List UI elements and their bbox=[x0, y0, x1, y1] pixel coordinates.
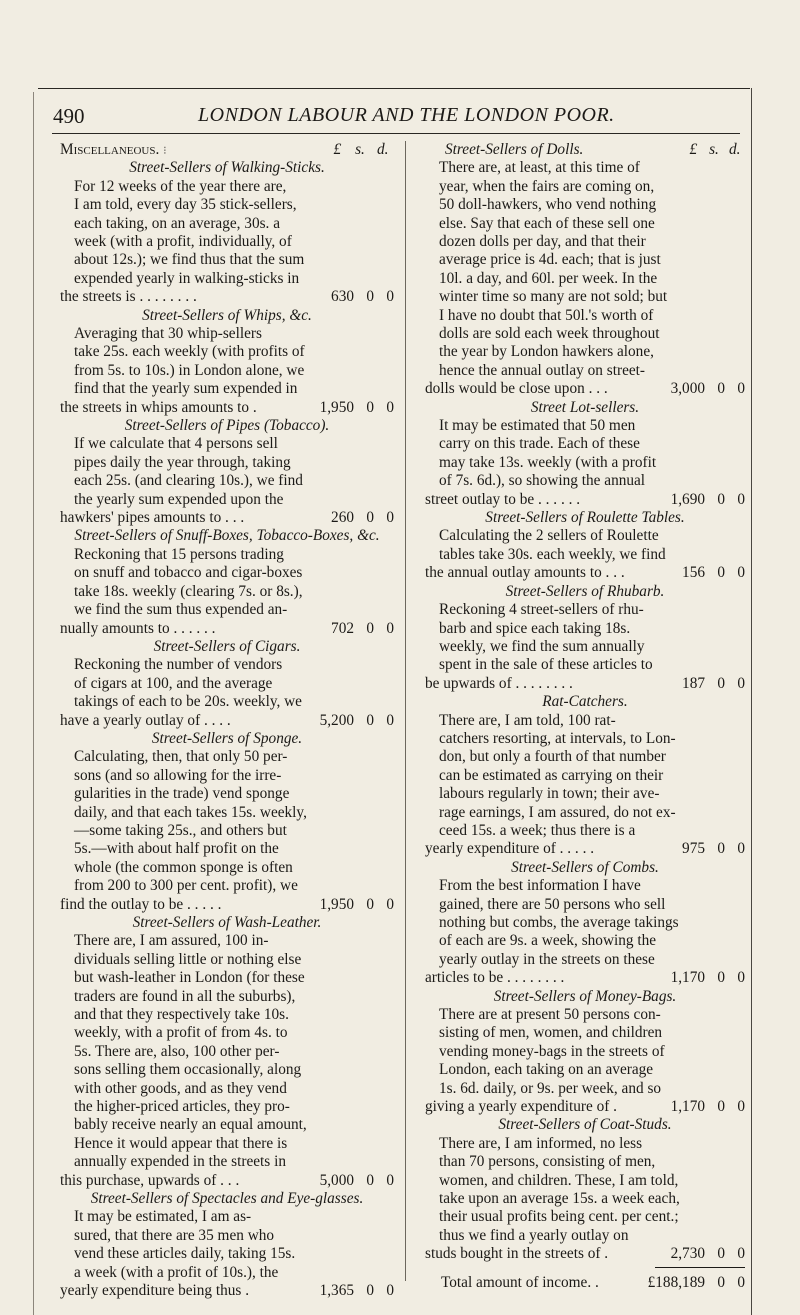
text-line: gained, there are 50 persons who sell bbox=[439, 895, 666, 913]
text-line: takings of each to be 20s. weekly, we bbox=[74, 693, 302, 711]
text-line: each 25s. (and clearing 10s.), we find bbox=[74, 472, 303, 490]
right-border bbox=[751, 88, 752, 1315]
text-line: Calculating, then, that only 50 per- bbox=[74, 748, 288, 766]
text-line: labours regularly in town; their ave- bbox=[439, 785, 660, 803]
amount-figures bbox=[298, 509, 394, 527]
section-text bbox=[60, 656, 394, 711]
text-line: of cigars at 100, and the average bbox=[74, 674, 273, 692]
text-line: Reckoning 4 street-sellers of rhu- bbox=[439, 601, 644, 619]
pounds-head: £ bbox=[333, 141, 342, 158]
section-title: Street-Sellers of Whips, &c. bbox=[142, 306, 312, 324]
text-line: from 200 to 300 per cent. profit), we bbox=[74, 877, 298, 895]
left-section bbox=[60, 1190, 394, 1300]
pence-head: d. bbox=[376, 141, 389, 158]
text-line: From the best information I have bbox=[439, 877, 641, 895]
shillings-value: 0 bbox=[717, 564, 725, 582]
section-text bbox=[425, 159, 745, 380]
right-section bbox=[425, 583, 745, 693]
text-line: average price is 4d. each; that is just bbox=[439, 251, 661, 269]
right-section bbox=[425, 1116, 745, 1263]
top-border bbox=[38, 88, 750, 89]
text-line: of 7s. 6d.), so showing the annual bbox=[439, 472, 646, 490]
left-section bbox=[60, 638, 394, 730]
amount-figures bbox=[298, 1172, 394, 1190]
text-line: don, but only a fourth of that number bbox=[439, 748, 666, 766]
text-line: There are, I am informed, no less bbox=[439, 1134, 643, 1152]
shillings-value: 0 bbox=[366, 288, 374, 306]
text-line: the yearly sum expended upon the bbox=[74, 490, 284, 508]
text-line: winter time so many are not sold; but bbox=[439, 288, 668, 306]
text-line: yearly outlay in the streets on these bbox=[439, 950, 655, 968]
text-line: nothing but combs, the average takings bbox=[439, 913, 679, 931]
text-line: vend these articles daily, taking 15s. bbox=[74, 1245, 296, 1263]
right-column bbox=[425, 141, 745, 1294]
shillings-value: 0 bbox=[717, 1098, 725, 1116]
text-line: For 12 weeks of the year there are, bbox=[74, 177, 287, 195]
shillings-value: 0 bbox=[366, 895, 374, 913]
pounds-value: 975 bbox=[682, 840, 705, 858]
amount-figures bbox=[649, 1245, 745, 1263]
shillings-value: 0 bbox=[366, 1282, 374, 1300]
text-line: ceed 15s. a week; thus there is a bbox=[439, 821, 636, 839]
amount-figures bbox=[649, 564, 745, 582]
amount-figures bbox=[298, 712, 394, 730]
text-line: take 18s. weekly (clearing 7s. or 8s.), bbox=[74, 582, 303, 600]
text-line: thus we find a yearly outlay on bbox=[439, 1226, 629, 1244]
amount-line bbox=[60, 1172, 394, 1190]
amount-line bbox=[425, 491, 745, 509]
text-line: dividuals selling little or nothing else bbox=[74, 950, 302, 968]
text-line: weekly, we find the sum annually bbox=[439, 637, 645, 655]
amount-line bbox=[425, 1245, 745, 1263]
shillings-value: 0 bbox=[366, 509, 374, 527]
amount-text: studs bought in the streets of . bbox=[425, 1245, 609, 1263]
amount-figures bbox=[649, 840, 745, 858]
left-section bbox=[60, 159, 394, 306]
amount-figures bbox=[298, 896, 394, 914]
amount-text: dolls would be close upon . . . bbox=[425, 380, 608, 398]
text-line: Calculating the 2 sellers of Roulette bbox=[439, 527, 659, 545]
text-line: annually expended in the streets in bbox=[74, 1153, 286, 1171]
pounds-value: 702 bbox=[331, 619, 354, 637]
section-text bbox=[425, 1006, 745, 1098]
total-figures bbox=[637, 1274, 745, 1292]
text-line: vending money-bags in the streets of bbox=[439, 1042, 665, 1060]
printers-mark: ⁝ bbox=[163, 145, 167, 157]
amount-text: this purchase, upwards of . . . bbox=[60, 1171, 240, 1189]
total-pence: 0 bbox=[737, 1273, 745, 1291]
miscellaneous-heading: Miscellaneous. bbox=[60, 141, 160, 158]
total-pounds: £188,189 bbox=[647, 1273, 705, 1291]
amount-line bbox=[425, 564, 745, 582]
text-line: If we calculate that 4 persons sell bbox=[74, 435, 278, 453]
pence-value: 0 bbox=[386, 895, 394, 913]
text-line: we find the sum thus expended an- bbox=[74, 601, 288, 619]
total-label: Total amount of income. . bbox=[441, 1273, 599, 1291]
section-text bbox=[425, 417, 745, 491]
text-line: with other goods, and as they vend bbox=[74, 1079, 287, 1097]
pence-head: d. bbox=[728, 141, 741, 158]
pounds-value: 3,000 bbox=[670, 380, 705, 398]
text-line: London, each taking on an average bbox=[439, 1061, 654, 1079]
text-line: and that they respectively take 10s. bbox=[74, 1005, 289, 1023]
text-line: hence the annual outlay on street- bbox=[439, 361, 646, 379]
pounds-value: 1,690 bbox=[670, 490, 705, 508]
amount-figures bbox=[649, 969, 745, 987]
pence-value: 0 bbox=[737, 969, 745, 987]
amount-figures bbox=[649, 675, 745, 693]
amount-line bbox=[60, 399, 394, 417]
text-line: There are, I am told, 100 rat- bbox=[439, 711, 616, 729]
pence-value: 0 bbox=[737, 1098, 745, 1116]
section-text bbox=[60, 178, 394, 288]
shillings-value: 0 bbox=[717, 1245, 725, 1263]
text-line: dozen dolls per day, and that their bbox=[439, 233, 646, 251]
text-line: find that the yearly sum expended in bbox=[74, 380, 298, 398]
text-line: There are, I am assured, 100 in- bbox=[74, 932, 269, 950]
text-line: pipes daily the year through, taking bbox=[74, 453, 291, 471]
text-line: of each are 9s. a week, showing the bbox=[439, 932, 657, 950]
text-line: traders are found in all the suburbs), bbox=[74, 987, 296, 1005]
section-title: Street-Sellers of Pipes (Tobacco). bbox=[124, 417, 330, 435]
text-line: tables take 30s. each weekly, we find bbox=[439, 545, 666, 563]
text-line: I am told, every day 35 stick-sellers, bbox=[74, 196, 297, 214]
text-line: Reckoning the number of vendors bbox=[74, 656, 283, 674]
left-section bbox=[60, 527, 394, 637]
pounds-value: 5,200 bbox=[319, 711, 354, 729]
amount-text: giving a yearly expenditure of . bbox=[425, 1098, 617, 1116]
shillings-value: 0 bbox=[366, 1171, 374, 1189]
section-text bbox=[60, 748, 394, 895]
text-line: each taking, on an average, 30s. a bbox=[74, 214, 280, 232]
text-line: There are at present 50 persons con- bbox=[439, 1005, 661, 1023]
text-line: may take 13s. weekly (with a profit bbox=[439, 453, 657, 471]
text-line: barb and spice each taking 18s. bbox=[439, 619, 631, 637]
pounds-value: 1,950 bbox=[319, 895, 354, 913]
amount-line bbox=[425, 380, 745, 398]
right-section bbox=[425, 399, 745, 509]
section-text bbox=[425, 601, 745, 675]
amount-line bbox=[60, 288, 394, 306]
section-title: Street-Sellers of Sponge. bbox=[151, 729, 303, 747]
section-text bbox=[425, 712, 745, 841]
text-line: Averaging that 30 whip-sellers bbox=[74, 325, 262, 343]
text-line: a week (with a profit of 10s.), the bbox=[74, 1263, 279, 1281]
text-line: Hence it would appear that there is bbox=[74, 1134, 288, 1152]
right-column-heading bbox=[425, 141, 745, 159]
header-rule bbox=[52, 133, 740, 134]
text-line: whole (the common sponge is often bbox=[74, 858, 293, 876]
amount-text: yearly expenditure of . . . . . bbox=[425, 840, 595, 858]
amount-text: hawkers' pipes amounts to . . . bbox=[60, 509, 245, 527]
page-number: 490 bbox=[53, 104, 85, 128]
pence-value: 0 bbox=[737, 490, 745, 508]
text-line: sons selling them occasionally, along bbox=[74, 1061, 302, 1079]
text-line: about 12s.); we find thus that the sum bbox=[74, 251, 305, 269]
section-title: Street-Sellers of Combs. bbox=[511, 858, 659, 876]
text-line: take upon an average 15s. a week each, bbox=[439, 1190, 680, 1208]
text-line: 5s.—with about half profit on the bbox=[74, 840, 279, 858]
pence-value: 0 bbox=[386, 619, 394, 637]
text-line: gularities in the trade) vend sponge bbox=[74, 785, 290, 803]
pounds-value: 1,170 bbox=[670, 1098, 705, 1116]
shillings-value: 0 bbox=[717, 969, 725, 987]
money-column-heads-right bbox=[683, 141, 745, 159]
text-line: rage earnings, I am assured, do not ex- bbox=[439, 803, 676, 821]
total-rule bbox=[655, 1267, 745, 1274]
section-title: Street-Sellers of Rhubarb. bbox=[505, 582, 665, 600]
text-line: 5s. There are, also, 100 other per- bbox=[74, 1042, 280, 1060]
pounds-value: 2,730 bbox=[670, 1245, 705, 1263]
amount-line bbox=[60, 712, 394, 730]
pence-value: 0 bbox=[386, 1171, 394, 1189]
amount-figures bbox=[298, 288, 394, 306]
pence-value: 0 bbox=[737, 1245, 745, 1263]
shillings-head: s. bbox=[709, 141, 719, 158]
text-line: Reckoning that 15 persons trading bbox=[74, 545, 284, 563]
amount-text: street outlay to be . . . . . . bbox=[425, 490, 581, 508]
left-column-heading bbox=[60, 141, 394, 159]
pence-value: 0 bbox=[386, 711, 394, 729]
shillings-value: 0 bbox=[717, 490, 725, 508]
right-section bbox=[425, 159, 745, 398]
text-line: year, when the fairs are coming on, bbox=[439, 177, 655, 195]
text-line: sons (and so allowing for the irre- bbox=[74, 766, 282, 784]
section-text bbox=[425, 877, 745, 969]
shillings-head: s. bbox=[355, 141, 365, 158]
pence-value: 0 bbox=[737, 840, 745, 858]
text-line: women, and children. These, I am told, bbox=[439, 1171, 679, 1189]
left-column bbox=[60, 141, 394, 1300]
section-text bbox=[425, 1135, 745, 1245]
text-line: weekly, with a profit of from 4s. to bbox=[74, 1024, 288, 1042]
text-line: but wash-leather in London (for these bbox=[74, 969, 305, 987]
pence-value: 0 bbox=[386, 398, 394, 416]
amount-text: be upwards of . . . . . . . . bbox=[425, 674, 573, 692]
section-text bbox=[60, 1208, 394, 1282]
right-section bbox=[425, 509, 745, 583]
shillings-value: 0 bbox=[366, 619, 374, 637]
right-section bbox=[425, 693, 745, 859]
text-line: It may be estimated, I am as- bbox=[74, 1208, 252, 1226]
dolls-section-title: Street-Sellers of Dolls. bbox=[445, 141, 584, 158]
text-line: week (with a profit, individually, of bbox=[74, 233, 292, 251]
left-section bbox=[60, 417, 394, 527]
amount-text: nually amounts to . . . . . . bbox=[60, 619, 216, 637]
left-section bbox=[60, 914, 394, 1190]
text-line: 50 doll-hawkers, who vend nothing bbox=[439, 196, 657, 214]
pounds-value: 5,000 bbox=[319, 1171, 354, 1189]
section-title: Rat-Catchers. bbox=[542, 693, 628, 711]
text-line: the year by London hawkers alone, bbox=[439, 343, 654, 361]
section-title: Street-Sellers of Walking-Sticks. bbox=[129, 159, 325, 177]
text-line: spent in the sale of these articles to bbox=[439, 656, 653, 674]
page-header bbox=[53, 104, 740, 130]
amount-line bbox=[425, 840, 745, 858]
amount-line bbox=[60, 896, 394, 914]
pounds-value: 1,170 bbox=[670, 969, 705, 987]
text-line: 1s. 6d. daily, or 9s. per week, and so bbox=[439, 1079, 662, 1097]
text-line: sisting of men, women, and children bbox=[439, 1024, 663, 1042]
pence-value: 0 bbox=[737, 380, 745, 398]
amount-text: yearly expenditure being thus . bbox=[60, 1282, 250, 1300]
shillings-value: 0 bbox=[366, 398, 374, 416]
amount-text: have a yearly outlay of . . . . bbox=[60, 711, 231, 729]
text-line: —some taking 25s., and others but bbox=[74, 821, 287, 839]
amount-figures bbox=[649, 1098, 745, 1116]
amount-text: find the outlay to be . . . . . bbox=[60, 895, 222, 913]
amount-line bbox=[425, 1098, 745, 1116]
amount-text: the streets in whips amounts to . bbox=[60, 398, 257, 416]
amount-text: the annual outlay amounts to . . . bbox=[425, 564, 625, 582]
amount-figures bbox=[298, 620, 394, 638]
right-section bbox=[425, 859, 745, 988]
text-line: dolls are sold each week throughout bbox=[439, 325, 660, 343]
amount-figures bbox=[649, 491, 745, 509]
text-line: 10l. a day, and 60l. per week. In the bbox=[439, 269, 658, 287]
shillings-value: 0 bbox=[366, 711, 374, 729]
section-text bbox=[60, 546, 394, 620]
pounds-head: £ bbox=[689, 141, 698, 158]
section-title: Street-Sellers of Spectacles and Eye-glasses. bbox=[90, 1190, 364, 1208]
section-text bbox=[425, 527, 745, 564]
pence-value: 0 bbox=[386, 509, 394, 527]
amount-text: articles to be . . . . . . . . bbox=[425, 969, 565, 987]
text-line: carry on this trade. Each of these bbox=[439, 435, 640, 453]
text-line: expended yearly in walking-sticks in bbox=[74, 269, 300, 287]
section-title: Street-Sellers of Money-Bags. bbox=[493, 987, 677, 1005]
pounds-value: 1,950 bbox=[319, 398, 354, 416]
pounds-value: 187 bbox=[682, 674, 705, 692]
text-line: the higher-priced articles, they pro- bbox=[74, 1098, 290, 1116]
left-section bbox=[60, 730, 394, 914]
left-border bbox=[33, 92, 34, 1315]
section-title: Street-Sellers of Roulette Tables. bbox=[485, 509, 685, 527]
amount-figures bbox=[298, 399, 394, 417]
pence-value: 0 bbox=[386, 288, 394, 306]
section-title: Street-Sellers of Wash-Leather. bbox=[132, 913, 322, 931]
text-line: There are, at least, at this time of bbox=[439, 159, 640, 177]
pounds-value: 156 bbox=[682, 564, 705, 582]
amount-line bbox=[425, 675, 745, 693]
text-line: can be estimated as carrying on their bbox=[439, 766, 664, 784]
section-text bbox=[60, 325, 394, 399]
amount-figures bbox=[298, 1282, 394, 1300]
shillings-value: 0 bbox=[717, 840, 725, 858]
section-text bbox=[60, 932, 394, 1171]
text-line: bably receive nearly an equal amount, bbox=[74, 1116, 307, 1134]
pounds-value: 260 bbox=[331, 509, 354, 527]
amount-figures bbox=[649, 380, 745, 398]
text-line: It may be estimated that 50 men bbox=[439, 417, 636, 435]
total-shillings: 0 bbox=[717, 1273, 725, 1291]
amount-line bbox=[60, 620, 394, 638]
running-title: LONDON LABOUR AND THE LONDON POOR. bbox=[198, 104, 615, 126]
left-section bbox=[60, 307, 394, 417]
section-title: Street-Sellers of Cigars. bbox=[153, 637, 301, 655]
money-column-heads bbox=[326, 141, 394, 159]
amount-line bbox=[60, 1282, 394, 1300]
pence-value: 0 bbox=[737, 564, 745, 582]
amount-line bbox=[425, 969, 745, 987]
shillings-value: 0 bbox=[717, 380, 725, 398]
section-title: Street Lot-sellers. bbox=[530, 398, 640, 416]
text-line: on snuff and tobacco and cigar-boxes bbox=[74, 564, 303, 582]
section-text bbox=[60, 435, 394, 509]
text-line: daily, and that each takes 15s. weekly, bbox=[74, 803, 307, 821]
text-line: than 70 persons, consisting of men, bbox=[439, 1153, 656, 1171]
text-line: sured, that there are 35 men who bbox=[74, 1226, 275, 1244]
shillings-value: 0 bbox=[717, 674, 725, 692]
total-line bbox=[425, 1274, 745, 1294]
text-line: I have no doubt that 50l.'s worth of bbox=[439, 306, 654, 324]
text-line: their usual profits being cent. per cent.; bbox=[439, 1208, 679, 1226]
pounds-value: 1,365 bbox=[319, 1282, 354, 1300]
section-title: Street-Sellers of Coat-Studs. bbox=[498, 1116, 672, 1134]
pence-value: 0 bbox=[386, 1282, 394, 1300]
column-divider bbox=[405, 141, 406, 1281]
text-line: from 5s. to 10s.) in London alone, we bbox=[74, 361, 305, 379]
amount-text: the streets is . . . . . . . . bbox=[60, 288, 197, 306]
amount-line bbox=[60, 509, 394, 527]
text-line: catchers resorting, at intervals, to Lon- bbox=[439, 729, 676, 747]
pence-value: 0 bbox=[737, 674, 745, 692]
text-line: take 25s. each weekly (with profits of bbox=[74, 343, 305, 361]
pounds-value: 630 bbox=[331, 288, 354, 306]
text-line: else. Say that each of these sell one bbox=[439, 214, 655, 232]
section-title: Street-Sellers of Snuff-Boxes, Tobacco-Boxes, &c. bbox=[74, 527, 380, 545]
right-section bbox=[425, 988, 745, 1117]
